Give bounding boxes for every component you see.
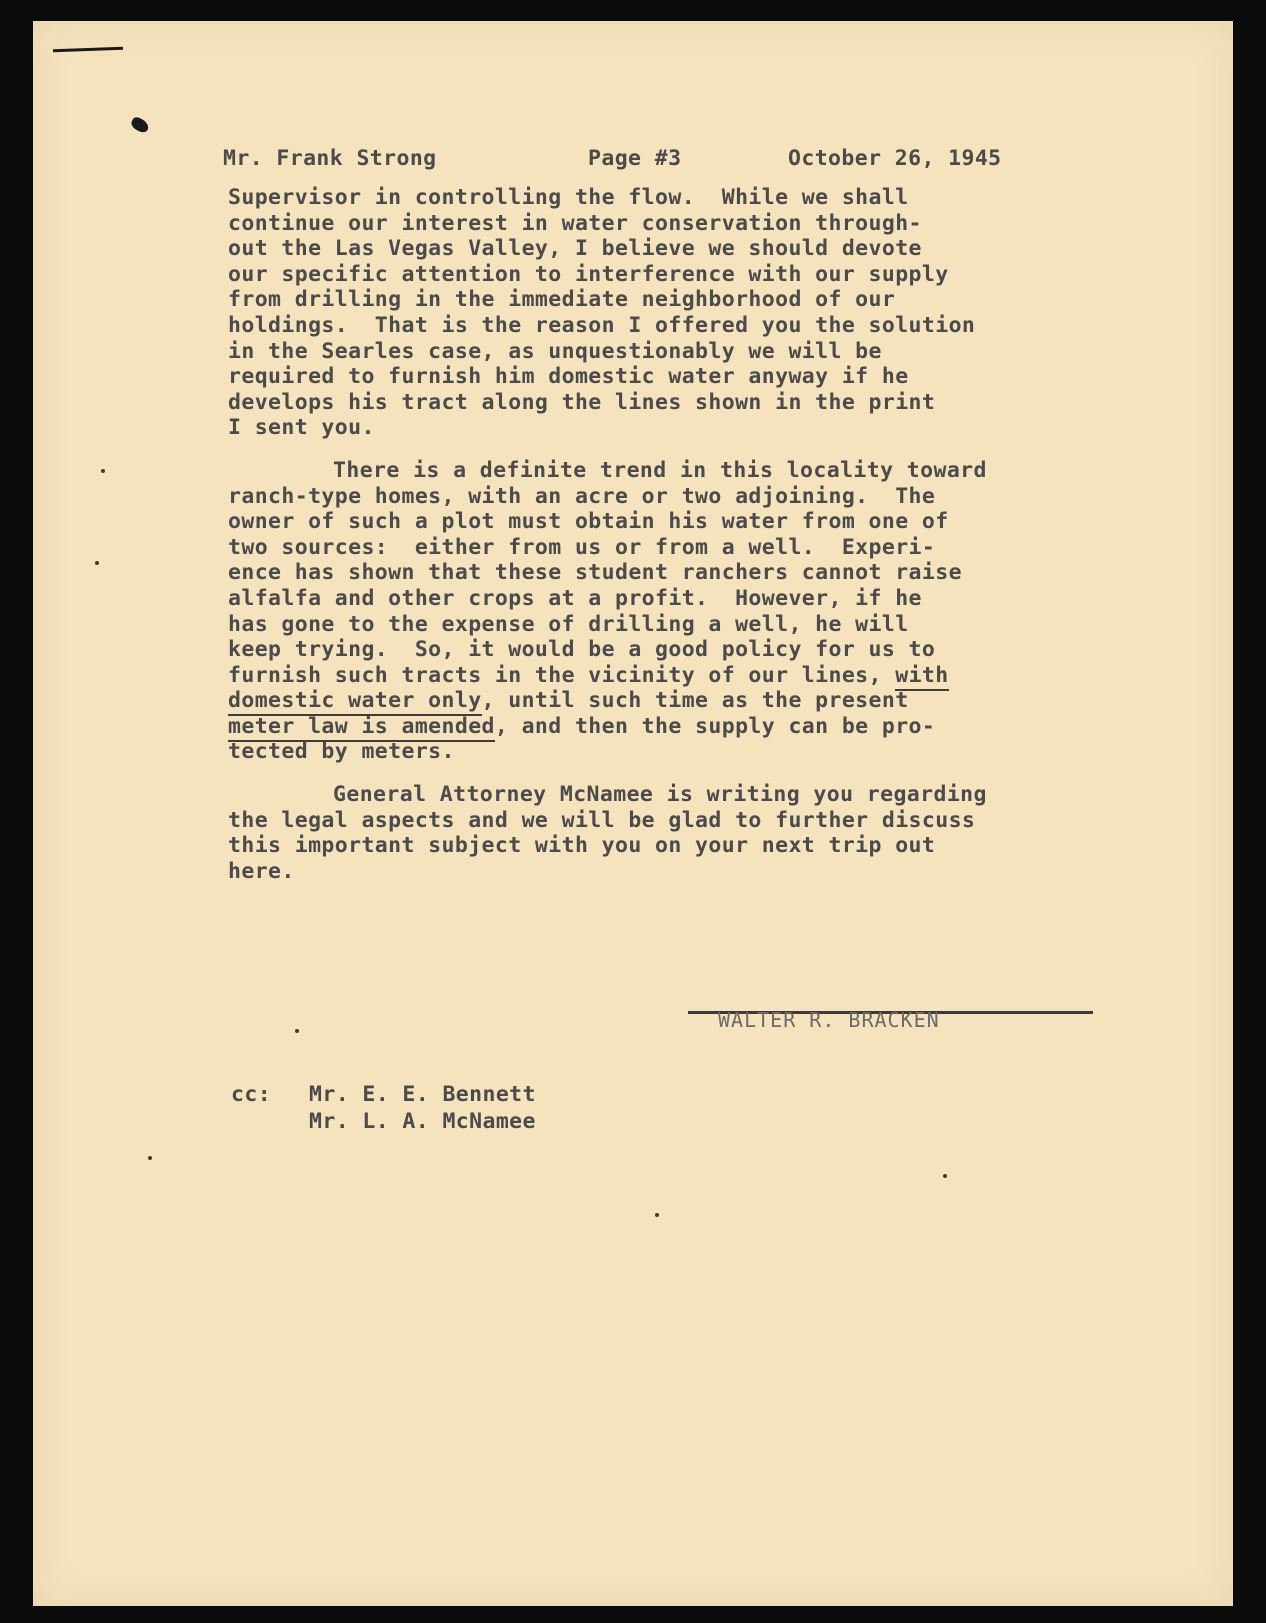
paper-speck — [295, 1029, 299, 1033]
paper-speck — [943, 1174, 947, 1178]
body-line — [228, 663, 1108, 689]
body-line: out the Las Vegas Valley, I believe we should devote — [228, 236, 922, 262]
underlined-text: domestic water only — [228, 688, 482, 716]
body-line: ranch-type homes, with an acre or two adjoining. The — [228, 483, 936, 509]
body-line: I sent you. — [228, 415, 375, 441]
cc-row — [231, 1108, 536, 1135]
body-line: this important subject with you on your next trip out — [228, 833, 936, 859]
paper-speck — [655, 1213, 659, 1217]
body-line: alfalfa and other crops at a profit. However, if he — [228, 585, 922, 611]
body-line: required to furnish him domestic water anyway if he — [228, 364, 909, 390]
body-line: our specific attention to interference with our supply — [228, 261, 949, 287]
body-line: owner of such a plot must obtain his water from one of — [228, 509, 949, 535]
body-line: There is a definite trend in this locality toward — [333, 457, 987, 483]
body-line: Supervisor in controlling the flow. While we shall — [228, 185, 909, 210]
cc-recipient: Mr. E. E. Bennett — [309, 1082, 536, 1107]
body-line: keep trying. So, it would be a good policy for us to — [228, 637, 936, 663]
cc-block — [231, 1081, 536, 1135]
body-line: two sources: either from us or from a well. Experi- — [228, 534, 936, 560]
letter-header — [223, 146, 1103, 176]
body-line: has gone to the expense of drilling a well, he will — [228, 611, 909, 637]
header-date: October 26, 1945 — [788, 146, 1002, 171]
body-text: , and then the supply can be pro- — [494, 713, 936, 739]
body-line: the legal aspects and we will be glad to further discuss — [228, 807, 976, 833]
body-text: , until such time as the present — [481, 688, 909, 714]
cc-row — [231, 1081, 536, 1108]
letter-sheet — [33, 21, 1233, 1606]
body-line: ence has shown that these student ranchers cannot raise — [228, 560, 962, 586]
body-line: here. — [228, 858, 295, 884]
cc-recipient: Mr. L. A. McNamee — [309, 1109, 536, 1134]
paper-speck — [101, 469, 105, 473]
underlined-text: meter law is amended — [228, 714, 495, 742]
header-page-number: Page #3 — [588, 146, 682, 171]
letter-body — [228, 185, 1108, 884]
paragraph-3 — [228, 782, 1108, 884]
paragraph-1 — [228, 185, 1108, 441]
body-line: develops his tract along the lines shown in the print — [228, 389, 936, 415]
body-line: holdings. That is the reason I offered you the solution — [228, 312, 976, 338]
paper-speck — [95, 561, 99, 565]
body-line — [228, 714, 1108, 740]
cc-label: cc: — [231, 1082, 272, 1107]
body-line: from drilling in the immediate neighborhood of our — [228, 287, 896, 313]
ink-blot — [53, 47, 123, 52]
signature-block — [688, 1006, 1103, 1036]
body-line: continue our interest in water conservation through- — [228, 210, 922, 236]
header-recipient: Mr. Frank Strong — [223, 146, 437, 171]
body-line: in the Searles case, as unquestionably we will be — [228, 338, 882, 364]
paragraph-2 — [228, 458, 1108, 765]
paper-speck — [148, 1156, 152, 1160]
body-line — [228, 688, 1108, 714]
body-line: General Attorney McNamee is writing you regarding — [333, 782, 987, 808]
body-text: furnish such tracts in the vicinity of our lines, — [228, 662, 896, 688]
underlined-text: with — [895, 663, 948, 691]
signature-name: WALTER R. BRACKEN — [718, 1008, 940, 1032]
body-line: tected by meters. — [228, 739, 455, 765]
ink-blot — [129, 115, 151, 134]
